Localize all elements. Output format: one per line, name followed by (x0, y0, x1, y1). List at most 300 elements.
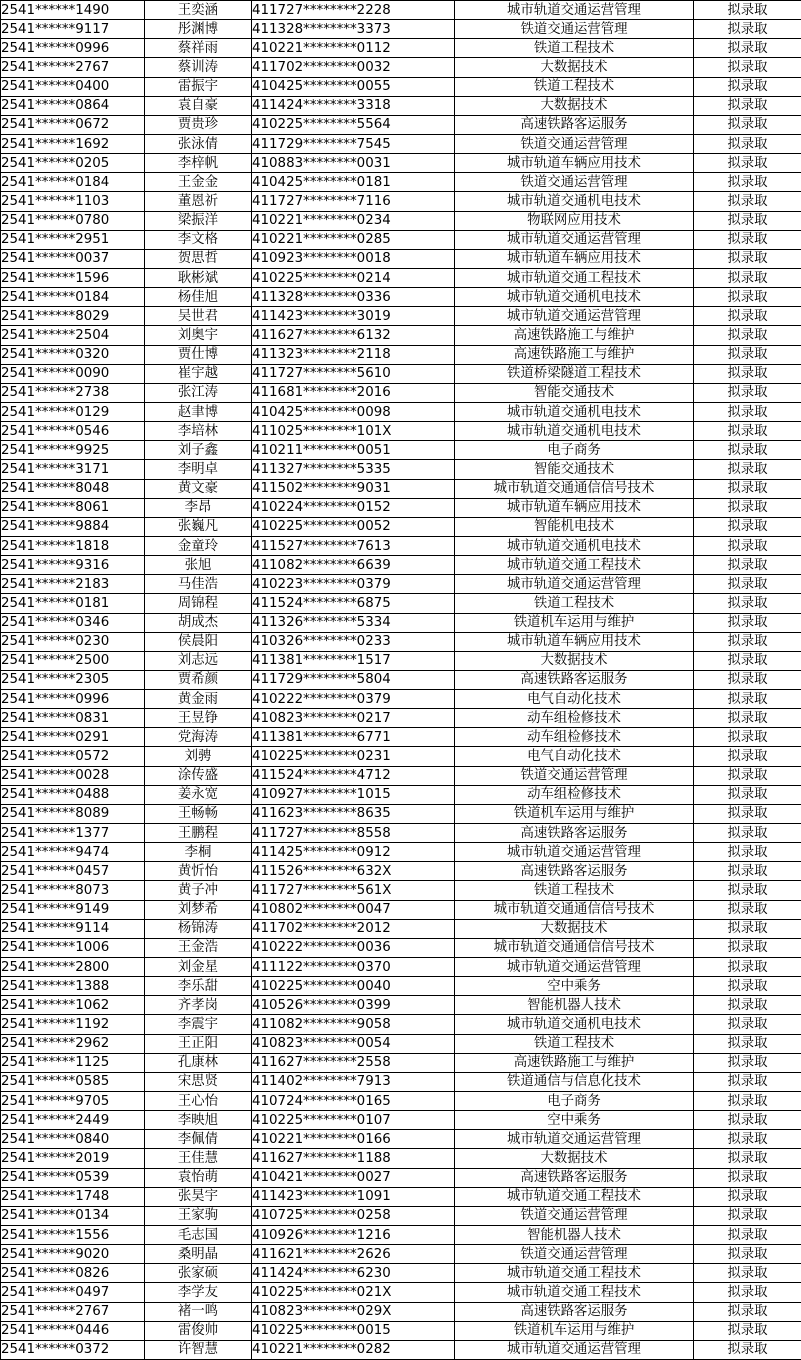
student-name-cell: 黄子冲 (145, 881, 252, 900)
status-cell: 拟录取 (694, 824, 801, 843)
id-number-cell: 410224********0152 (252, 498, 455, 517)
status-cell: 拟录取 (694, 39, 801, 58)
id-number-cell: 410221********0166 (252, 1130, 455, 1149)
major-cell: 铁道交通运营管理 (455, 20, 694, 39)
table-row (1, 345, 801, 364)
student-name-cell: 黄文豪 (145, 479, 252, 498)
major-cell: 铁道工程技术 (455, 77, 694, 96)
major-cell: 城市轨道车辆应用技术 (455, 154, 694, 173)
exam-number-cell: 2541******9884 (1, 517, 145, 536)
id-number-cell: 410221********0282 (252, 1340, 455, 1359)
status-cell: 拟录取 (694, 1283, 801, 1302)
status-cell: 拟录取 (694, 249, 801, 268)
major-cell: 城市轨道交通机电技术 (455, 1015, 694, 1034)
id-number-cell: 410221********0234 (252, 211, 455, 230)
major-cell: 城市轨道交通运营管理 (455, 575, 694, 594)
id-number-cell: 411727********5610 (252, 364, 455, 383)
id-number-cell: 410225********0015 (252, 1321, 455, 1340)
exam-number-cell: 2541******0497 (1, 1283, 145, 1302)
major-cell: 大数据技术 (455, 58, 694, 77)
exam-number-cell: 2541******8073 (1, 881, 145, 900)
status-cell: 拟录取 (694, 1034, 801, 1053)
student-name-cell: 黄忻怡 (145, 862, 252, 881)
status-cell: 拟录取 (694, 1302, 801, 1321)
status-cell: 拟录取 (694, 268, 801, 287)
id-number-cell: 411702********2012 (252, 919, 455, 938)
id-number-cell: 410221********0285 (252, 230, 455, 249)
status-cell: 拟录取 (694, 173, 801, 192)
exam-number-cell: 2541******9114 (1, 919, 145, 938)
table-row (1, 441, 801, 460)
student-name-cell: 袁怡萌 (145, 1168, 252, 1187)
id-number-cell: 410225********5564 (252, 115, 455, 134)
exam-number-cell: 2541******2183 (1, 575, 145, 594)
status-cell: 拟录取 (694, 154, 801, 173)
student-name-cell: 党海涛 (145, 728, 252, 747)
exam-number-cell: 2541******9925 (1, 441, 145, 460)
id-number-cell: 410225********0107 (252, 1111, 455, 1130)
student-name-cell: 王佳慧 (145, 1149, 252, 1168)
status-cell: 拟录取 (694, 594, 801, 613)
id-number-cell: 411323********2118 (252, 345, 455, 364)
id-number-cell: 411727********561X (252, 881, 455, 900)
table-row (1, 58, 801, 77)
table-row (1, 498, 801, 517)
status-cell: 拟录取 (694, 977, 801, 996)
exam-number-cell: 2541******0831 (1, 709, 145, 728)
student-name-cell: 张江涛 (145, 383, 252, 402)
status-cell: 拟录取 (694, 1092, 801, 1111)
table-row (1, 1283, 801, 1302)
status-cell: 拟录取 (694, 422, 801, 441)
major-cell: 城市轨道交通机电技术 (455, 402, 694, 421)
id-number-cell: 411423********3019 (252, 307, 455, 326)
status-cell: 拟录取 (694, 383, 801, 402)
major-cell: 智能机器人技术 (455, 996, 694, 1015)
major-cell: 铁道工程技术 (455, 39, 694, 58)
id-number-cell: 411627********6132 (252, 326, 455, 345)
student-name-cell: 蔡祥雨 (145, 39, 252, 58)
status-cell: 拟录取 (694, 364, 801, 383)
exam-number-cell: 2541******9020 (1, 1245, 145, 1264)
exam-number-cell: 2541******2767 (1, 58, 145, 77)
table-row (1, 1264, 801, 1283)
id-number-cell: 411729********7545 (252, 134, 455, 153)
exam-number-cell: 2541******0184 (1, 173, 145, 192)
major-cell: 城市轨道车辆应用技术 (455, 498, 694, 517)
major-cell: 智能机电技术 (455, 517, 694, 536)
exam-number-cell: 2541******2951 (1, 230, 145, 249)
exam-number-cell: 2541******9149 (1, 900, 145, 919)
id-number-cell: 410425********0098 (252, 402, 455, 421)
status-cell: 拟录取 (694, 747, 801, 766)
exam-number-cell: 2541******1388 (1, 977, 145, 996)
status-cell: 拟录取 (694, 441, 801, 460)
student-name-cell: 雷振宇 (145, 77, 252, 96)
status-cell: 拟录取 (694, 804, 801, 823)
table-row (1, 1149, 801, 1168)
status-cell: 拟录取 (694, 192, 801, 211)
student-name-cell: 梁振洋 (145, 211, 252, 230)
major-cell: 智能交通技术 (455, 460, 694, 479)
student-name-cell: 李梓帆 (145, 154, 252, 173)
status-cell: 拟录取 (694, 96, 801, 115)
student-name-cell: 周锦程 (145, 594, 252, 613)
status-cell: 拟录取 (694, 326, 801, 345)
major-cell: 城市轨道交通通信信号技术 (455, 479, 694, 498)
table-row (1, 556, 801, 575)
major-cell: 城市轨道交通机电技术 (455, 192, 694, 211)
table-row (1, 402, 801, 421)
id-number-cell: 411727********7116 (252, 192, 455, 211)
student-name-cell: 李乐甜 (145, 977, 252, 996)
table-row (1, 134, 801, 153)
student-name-cell: 贾仕博 (145, 345, 252, 364)
id-number-cell: 411524********4712 (252, 766, 455, 785)
table-row (1, 1321, 801, 1340)
exam-number-cell: 2541******1192 (1, 1015, 145, 1034)
major-cell: 高速铁路客运服务 (455, 115, 694, 134)
status-cell: 拟录取 (694, 479, 801, 498)
status-cell: 拟录取 (694, 670, 801, 689)
exam-number-cell: 2541******1596 (1, 268, 145, 287)
table-row (1, 211, 801, 230)
status-cell: 拟录取 (694, 613, 801, 632)
major-cell: 城市轨道交通运营管理 (455, 1340, 694, 1359)
status-cell: 拟录取 (694, 651, 801, 670)
table-row (1, 785, 801, 804)
id-number-cell: 411025********101X (252, 422, 455, 441)
id-number-cell: 411424********3318 (252, 96, 455, 115)
id-number-cell: 411326********5334 (252, 613, 455, 632)
table-row (1, 1168, 801, 1187)
table-row (1, 249, 801, 268)
exam-number-cell: 2541******2800 (1, 958, 145, 977)
student-name-cell: 李昂 (145, 498, 252, 517)
major-cell: 城市轨道交通工程技术 (455, 268, 694, 287)
major-cell: 城市轨道交通运营管理 (455, 307, 694, 326)
exam-number-cell: 2541******2738 (1, 383, 145, 402)
major-cell: 高速铁路施工与维护 (455, 326, 694, 345)
student-name-cell: 王金浩 (145, 938, 252, 957)
id-number-cell: 411327********5335 (252, 460, 455, 479)
exam-number-cell: 2541******2504 (1, 326, 145, 345)
exam-number-cell: 2541******9705 (1, 1092, 145, 1111)
status-cell: 拟录取 (694, 1130, 801, 1149)
student-name-cell: 彤渊博 (145, 20, 252, 39)
exam-number-cell: 2541******0546 (1, 422, 145, 441)
table-row (1, 824, 801, 843)
table-row (1, 364, 801, 383)
student-name-cell: 金童玲 (145, 536, 252, 555)
exam-number-cell: 2541******2500 (1, 651, 145, 670)
exam-number-cell: 2541******1103 (1, 192, 145, 211)
status-cell: 拟录取 (694, 460, 801, 479)
exam-number-cell: 2541******0184 (1, 288, 145, 307)
exam-number-cell: 2541******8029 (1, 307, 145, 326)
status-cell: 拟录取 (694, 1340, 801, 1359)
student-name-cell: 李映旭 (145, 1111, 252, 1130)
exam-number-cell: 2541******0996 (1, 39, 145, 58)
table-row (1, 96, 801, 115)
major-cell: 城市轨道交通运营管理 (455, 230, 694, 249)
id-number-cell: 411524********6875 (252, 594, 455, 613)
major-cell: 智能交通技术 (455, 383, 694, 402)
major-cell: 高速铁路客运服务 (455, 1168, 694, 1187)
exam-number-cell: 2541******2449 (1, 1111, 145, 1130)
id-number-cell: 411527********7613 (252, 536, 455, 555)
status-cell: 拟录取 (694, 1053, 801, 1072)
exam-number-cell: 2541******0346 (1, 613, 145, 632)
major-cell: 动车组检修技术 (455, 709, 694, 728)
exam-number-cell: 2541******1692 (1, 134, 145, 153)
student-name-cell: 刘梦希 (145, 900, 252, 919)
table-row (1, 383, 801, 402)
status-cell: 拟录取 (694, 1111, 801, 1130)
exam-number-cell: 2541******2305 (1, 670, 145, 689)
major-cell: 铁道交通运营管理 (455, 134, 694, 153)
student-name-cell: 李文格 (145, 230, 252, 249)
table-row (1, 958, 801, 977)
student-name-cell: 张家硕 (145, 1264, 252, 1283)
table-row (1, 1130, 801, 1149)
major-cell: 城市轨道交通机电技术 (455, 288, 694, 307)
status-cell: 拟录取 (694, 843, 801, 862)
id-number-cell: 411424********6230 (252, 1264, 455, 1283)
student-name-cell: 张巍凡 (145, 517, 252, 536)
student-name-cell: 孔康林 (145, 1053, 252, 1072)
id-number-cell: 410225********0214 (252, 268, 455, 287)
status-cell: 拟录取 (694, 134, 801, 153)
status-cell: 拟录取 (694, 1168, 801, 1187)
id-number-cell: 411082********6639 (252, 556, 455, 575)
major-cell: 铁道工程技术 (455, 1034, 694, 1053)
student-name-cell: 杨锦涛 (145, 919, 252, 938)
exam-number-cell: 2541******1556 (1, 1226, 145, 1245)
table-row (1, 1206, 801, 1225)
exam-number-cell: 2541******2767 (1, 1302, 145, 1321)
student-name-cell: 王家驹 (145, 1206, 252, 1225)
exam-number-cell: 2541******0864 (1, 96, 145, 115)
exam-number-cell: 2541******0488 (1, 785, 145, 804)
id-number-cell: 411681********2016 (252, 383, 455, 402)
major-cell: 铁道通信与信息化技术 (455, 1072, 694, 1091)
exam-number-cell: 2541******1490 (1, 1, 145, 20)
id-number-cell: 411381********6771 (252, 728, 455, 747)
id-number-cell: 411328********0336 (252, 288, 455, 307)
table-row (1, 154, 801, 173)
exam-number-cell: 2541******0372 (1, 1340, 145, 1359)
major-cell: 智能机器人技术 (455, 1226, 694, 1245)
table-row (1, 230, 801, 249)
id-number-cell: 411423********1091 (252, 1187, 455, 1206)
status-cell: 拟录取 (694, 996, 801, 1015)
major-cell: 城市轨道交通运营管理 (455, 1, 694, 20)
major-cell: 空中乘务 (455, 977, 694, 996)
id-number-cell: 410225********021X (252, 1283, 455, 1302)
status-cell: 拟录取 (694, 690, 801, 709)
table-row (1, 709, 801, 728)
id-number-cell: 411425********0912 (252, 843, 455, 862)
table-row (1, 766, 801, 785)
major-cell: 城市轨道交通工程技术 (455, 1264, 694, 1283)
student-name-cell: 刘骋 (145, 747, 252, 766)
student-name-cell: 李学友 (145, 1283, 252, 1302)
major-cell: 大数据技术 (455, 919, 694, 938)
major-cell: 城市轨道交通通信信号技术 (455, 900, 694, 919)
major-cell: 电子商务 (455, 1092, 694, 1111)
status-cell: 拟录取 (694, 211, 801, 230)
id-number-cell: 410526********0399 (252, 996, 455, 1015)
student-name-cell: 王鹏程 (145, 824, 252, 843)
student-name-cell: 王奕涵 (145, 1, 252, 20)
id-number-cell: 411621********2626 (252, 1245, 455, 1264)
table-row (1, 977, 801, 996)
status-cell: 拟录取 (694, 1072, 801, 1091)
major-cell: 电子商务 (455, 441, 694, 460)
id-number-cell: 410823********0217 (252, 709, 455, 728)
major-cell: 高速铁路客运服务 (455, 670, 694, 689)
student-name-cell: 赵聿博 (145, 402, 252, 421)
table-row (1, 288, 801, 307)
table-row (1, 1072, 801, 1091)
id-number-cell: 410225********0231 (252, 747, 455, 766)
exam-number-cell: 2541******0028 (1, 766, 145, 785)
table-row (1, 326, 801, 345)
id-number-cell: 410421********0027 (252, 1168, 455, 1187)
status-cell: 拟录取 (694, 785, 801, 804)
id-number-cell: 411727********2228 (252, 1, 455, 20)
id-number-cell: 410802********0047 (252, 900, 455, 919)
table-row (1, 613, 801, 632)
table-row (1, 996, 801, 1015)
major-cell: 电气自动化技术 (455, 690, 694, 709)
student-name-cell: 袁自豪 (145, 96, 252, 115)
id-number-cell: 411729********5804 (252, 670, 455, 689)
major-cell: 城市轨道车辆应用技术 (455, 632, 694, 651)
id-number-cell: 411727********8558 (252, 824, 455, 843)
id-number-cell: 410425********0181 (252, 173, 455, 192)
status-cell: 拟录取 (694, 345, 801, 364)
status-cell: 拟录取 (694, 1149, 801, 1168)
student-name-cell: 董恩祈 (145, 192, 252, 211)
table-row (1, 77, 801, 96)
major-cell: 城市轨道交通工程技术 (455, 1283, 694, 1302)
exam-number-cell: 2541******0129 (1, 402, 145, 421)
major-cell: 铁道交通运营管理 (455, 173, 694, 192)
student-name-cell: 宋思贤 (145, 1072, 252, 1091)
id-number-cell: 410927********1015 (252, 785, 455, 804)
major-cell: 电气自动化技术 (455, 747, 694, 766)
status-cell: 拟录取 (694, 402, 801, 421)
major-cell: 动车组检修技术 (455, 785, 694, 804)
id-number-cell: 411526********632X (252, 862, 455, 881)
major-cell: 高速铁路客运服务 (455, 824, 694, 843)
exam-number-cell: 2541******0780 (1, 211, 145, 230)
student-name-cell: 杨佳旭 (145, 288, 252, 307)
exam-number-cell: 2541******0996 (1, 690, 145, 709)
table-row (1, 536, 801, 555)
table-row (1, 900, 801, 919)
table-row (1, 1245, 801, 1264)
table-row (1, 115, 801, 134)
major-cell: 物联网应用技术 (455, 211, 694, 230)
status-cell: 拟录取 (694, 766, 801, 785)
status-cell: 拟录取 (694, 575, 801, 594)
table-row (1, 651, 801, 670)
id-number-cell: 411402********7913 (252, 1072, 455, 1091)
student-name-cell: 吴世君 (145, 307, 252, 326)
exam-number-cell: 2541******0291 (1, 728, 145, 747)
major-cell: 城市轨道交通机电技术 (455, 536, 694, 555)
status-cell: 拟录取 (694, 20, 801, 39)
major-cell: 铁道交通运营管理 (455, 1245, 694, 1264)
table-row (1, 747, 801, 766)
major-cell: 城市轨道交通运营管理 (455, 1130, 694, 1149)
table-row (1, 460, 801, 479)
student-name-cell: 张旭 (145, 556, 252, 575)
id-number-cell: 411627********1188 (252, 1149, 455, 1168)
major-cell: 高速铁路客运服务 (455, 862, 694, 881)
major-cell: 城市轨道交通运营管理 (455, 958, 694, 977)
table-row (1, 1226, 801, 1245)
student-name-cell: 贾贵珍 (145, 115, 252, 134)
id-number-cell: 411627********2558 (252, 1053, 455, 1072)
status-cell: 拟录取 (694, 288, 801, 307)
status-cell: 拟录取 (694, 900, 801, 919)
id-number-cell: 410923********0018 (252, 249, 455, 268)
table-row (1, 1, 801, 20)
status-cell: 拟录取 (694, 307, 801, 326)
exam-number-cell: 2541******0457 (1, 862, 145, 881)
table-row (1, 479, 801, 498)
major-cell: 铁道工程技术 (455, 594, 694, 613)
exam-number-cell: 2541******3171 (1, 460, 145, 479)
student-name-cell: 王心怡 (145, 1092, 252, 1111)
student-name-cell: 李震宇 (145, 1015, 252, 1034)
table-row (1, 632, 801, 651)
table-row (1, 843, 801, 862)
table-row (1, 938, 801, 957)
id-number-cell: 411381********1517 (252, 651, 455, 670)
id-number-cell: 410222********0379 (252, 690, 455, 709)
exam-number-cell: 2541******9316 (1, 556, 145, 575)
table-row (1, 804, 801, 823)
id-number-cell: 410823********029X (252, 1302, 455, 1321)
table-row (1, 670, 801, 689)
status-cell: 拟录取 (694, 1245, 801, 1264)
exam-number-cell: 2541******1818 (1, 536, 145, 555)
exam-number-cell: 2541******9474 (1, 843, 145, 862)
student-name-cell: 涂传盛 (145, 766, 252, 785)
student-name-cell: 李明卓 (145, 460, 252, 479)
table-row (1, 1053, 801, 1072)
status-cell: 拟录取 (694, 881, 801, 900)
table-row (1, 919, 801, 938)
status-cell: 拟录取 (694, 938, 801, 957)
student-name-cell: 胡成杰 (145, 613, 252, 632)
student-name-cell: 刘奥宇 (145, 326, 252, 345)
student-name-cell: 侯晨阳 (145, 632, 252, 651)
student-name-cell: 贾希颜 (145, 670, 252, 689)
major-cell: 大数据技术 (455, 1149, 694, 1168)
exam-number-cell: 2541******8048 (1, 479, 145, 498)
major-cell: 城市轨道交通工程技术 (455, 556, 694, 575)
exam-number-cell: 2541******0037 (1, 249, 145, 268)
table-row (1, 39, 801, 58)
status-cell: 拟录取 (694, 632, 801, 651)
table-row (1, 862, 801, 881)
